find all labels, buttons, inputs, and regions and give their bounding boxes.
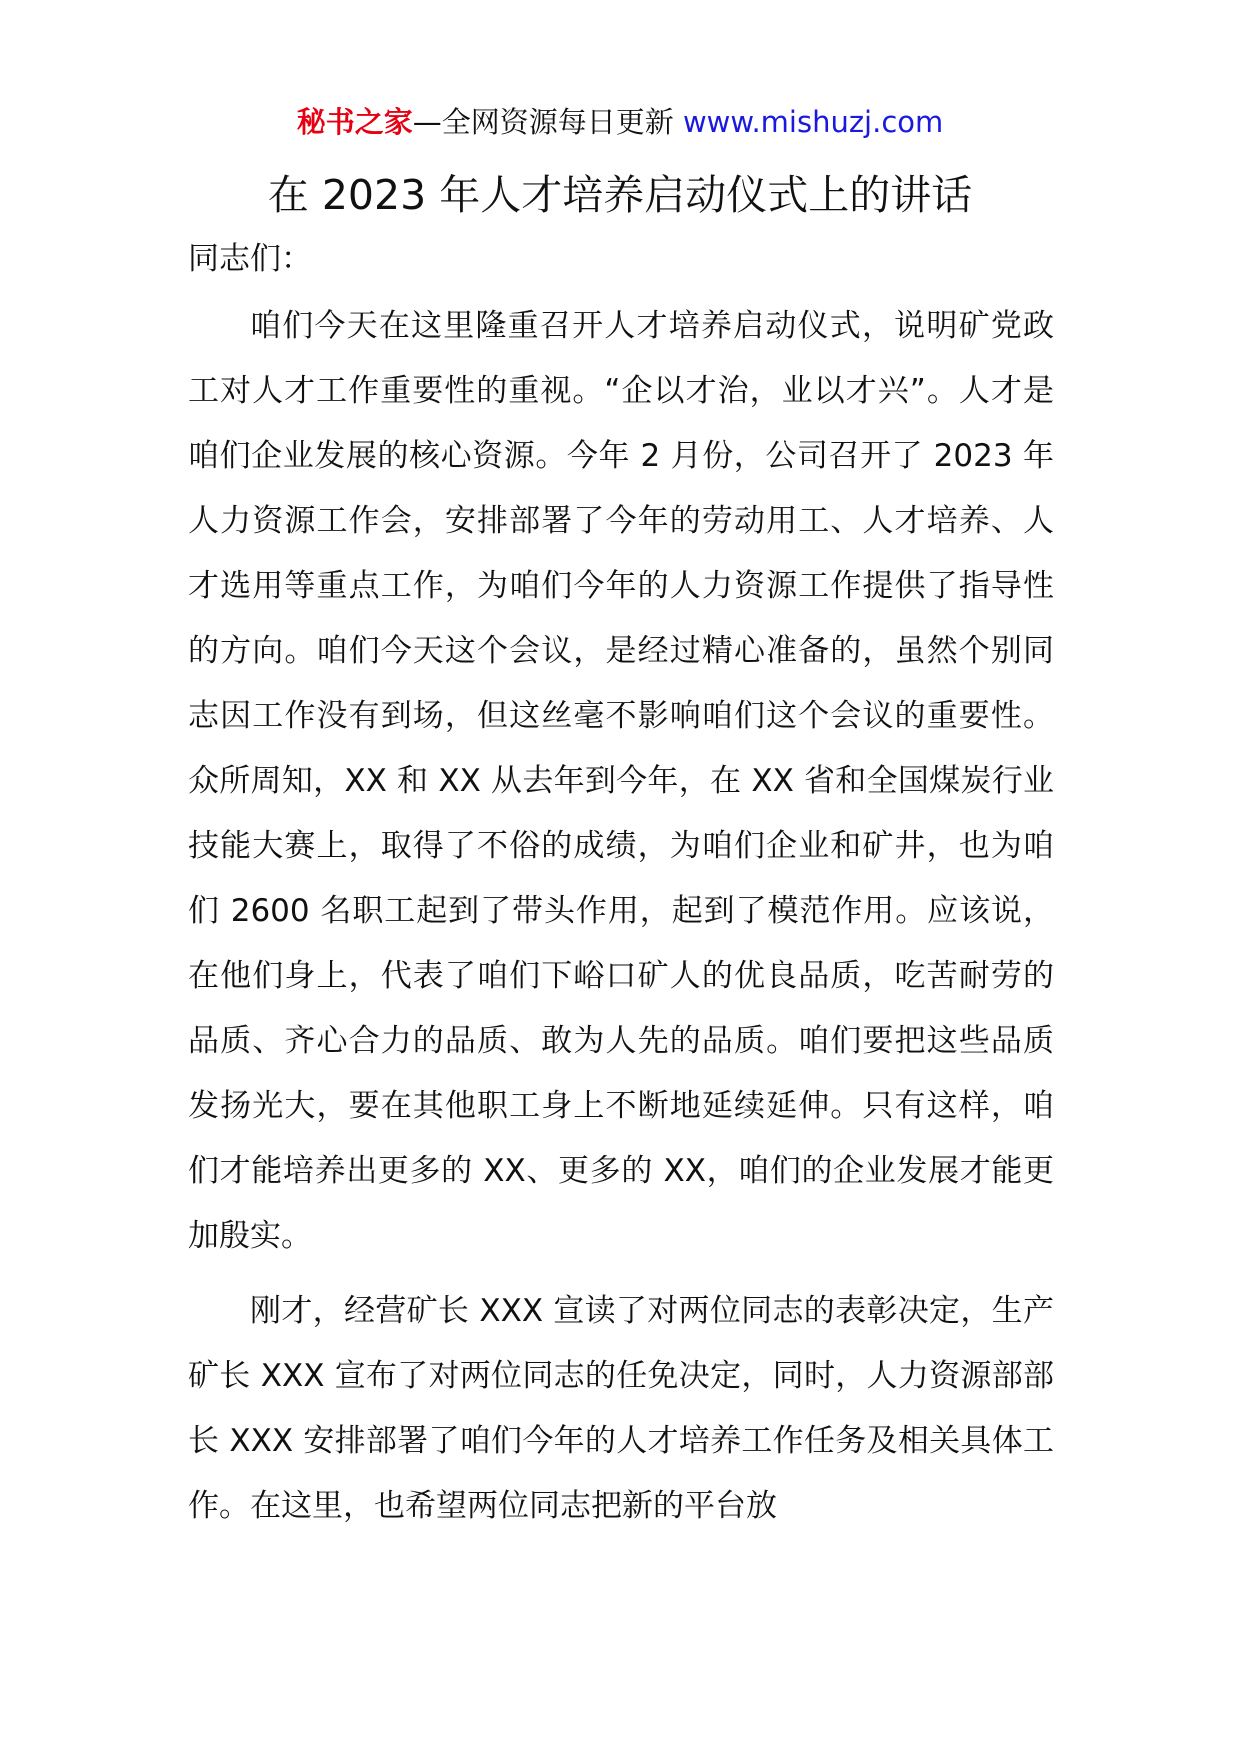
salutation: 同志们：	[188, 241, 312, 277]
document-title: 在 2023 年人才培养启动仪式上的讲话	[267, 171, 973, 219]
paragraph-2: 刚才，经营矿长 XXX 宣读了对两位同志的表彰决定，生产矿长 XXX 宣布了对两位同志的任免决定，同时，人力资源部部长 XXX 安排部署了咱们今年的人才培养工作任务及相关具体工作。在这里，也希望两位同志把新的平台放	[188, 1293, 1054, 1524]
site-url-link[interactable]: www.mishuzj.com	[682, 105, 944, 139]
document-body	[188, 229, 1054, 1539]
paragraph-1: 咱们今天在这里隆重召开人才培养启动仪式，说明矿党政工对人才工作重要性的重视。“企以才治，业以才兴”。人才是咱们企业发展的核心资源。今年 2 月份，公司召开了 2023 年人力资源工作会，安排部署了今年的劳动用工、人才培养、人才选用等重点工作，为咱们今年的人力资源工作提供了指导性的方向。咱们今天这个会议，是经过精心准备的，虽然个别同志因工作没有到场，但这丝毫不影响咱们这个会议的重要性。众所周知，XX 和 XX 从去年到今年，在 XX 省和全国煤炭行业技能大赛上，取得了不俗的成绩，为咱们企业和矿井，也为咱们 2600 名职工起到了带头作用，起到了模范作用。应该说，在他们身上，代表了咱们下峪口矿人的优良品质，吃苦耐劳的品质、齐心合力的品质、敢为人先的品质。咱们要把这些品质发扬光大，要在其他职工身上不断地延续延伸。只有这样，咱们才能培养出更多的 XX、更多的 XX，咱们的企业发展才能更加殷实。	[188, 308, 1054, 1254]
brand-name: 秘书之家	[296, 105, 413, 139]
site-tagline: —全网资源每日更新	[412, 105, 674, 139]
site-header	[0, 100, 1240, 144]
